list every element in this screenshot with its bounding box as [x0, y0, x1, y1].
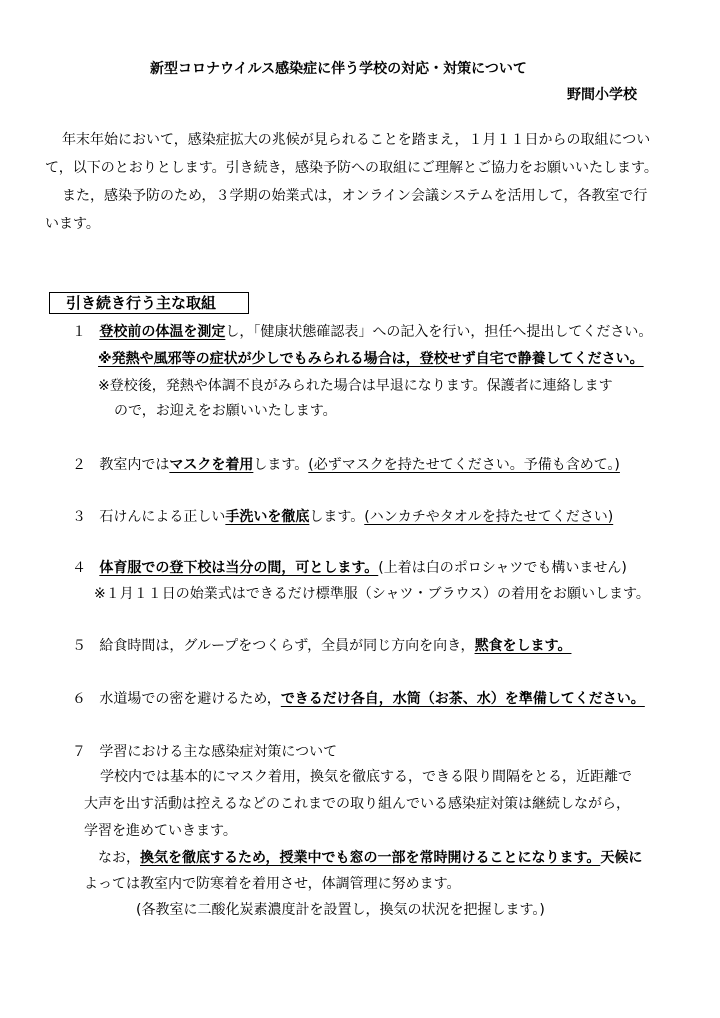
intro-line-4: います。 [45, 216, 100, 232]
item-6-emphasis: できるだけ各自，水筒（お茶、水）を準備してください。 [280, 691, 645, 707]
item-3-text-a: 石けんによる正しい [99, 509, 226, 525]
item-5-number: ５ [72, 638, 86, 654]
item-1-line-1 [72, 325, 652, 339]
item-7-line-6: (各教室に二酸化炭素濃度計を設置し，換気の状況を把握します。) [136, 902, 545, 918]
school-name: 野間小学校 [567, 87, 637, 103]
item-6 [72, 692, 645, 706]
item-6-number: ６ [72, 691, 86, 707]
item-2 [72, 458, 620, 472]
item-7-heading [72, 745, 337, 759]
item-6-text: 水道場での密を避けるため， [99, 691, 281, 707]
item-4-remark: ※１月１１日の始業式はできるだけ標準服（シャツ・ブラウス）の着用をお願いします。 [94, 586, 650, 602]
item-1-emphasis: 登校前の体温を測定 [99, 324, 226, 340]
item-7-emphasis: 換気を徹底するため，授業中でも窓の一部を常時開けることになります。 [140, 850, 601, 866]
item-5 [72, 639, 571, 653]
item-7-title: 学習における主な感染症対策について [99, 744, 338, 760]
item-4-emphasis: 体育服での登下校は当分の間，可とします。 [99, 560, 379, 576]
item-1-text: し，「健康状態確認表」への記入を行い，担任へ提出してください。 [225, 324, 653, 340]
item-7-text-g: 天候に [600, 850, 643, 866]
document-title: 新型コロナウイルス感染症に伴う学校の対応・対策について [150, 61, 527, 77]
item-7-line-1: 学校内では基本的にマスク着用，換気を徹底する，できる限り間隔をとる，近距離で [100, 769, 632, 785]
item-7-number: ７ [72, 744, 86, 760]
item-3-number: ３ [72, 509, 86, 525]
item-1-note-2: ので，お迎えをお願いいたします。 [114, 403, 337, 419]
intro-line-3: また，感染予防のため，３学期の始業式は，オンライン会議システムを活用して，各教室で行 [62, 188, 648, 204]
item-7-line-4 [98, 851, 642, 865]
item-3-note: (ハンカチやタオルを持たせてください) [364, 509, 614, 525]
intro-line-2: て，以下のとおりとします。引き続き，感染予防への取組にご理解とご協力をお願いいたします。 [45, 160, 658, 176]
item-1-warning: ※発熱や風邪等の症状が少しでもみられる場合は，登校せず自宅で静養してください。 [98, 351, 644, 367]
item-2-text-a: 教室内では [99, 457, 170, 473]
item-4-note: (上着は白のポロシャツでも構いません) [378, 560, 627, 576]
item-1-note-1: ※登校後，発熱や体調不良がみられた場合は早退になります。保護者に連絡します [98, 378, 613, 394]
item-2-note: (必ずマスクを持たせてください。予備も含めて。) [308, 457, 620, 473]
item-3-text-c: します。 [309, 509, 365, 525]
item-4-number: ４ [72, 560, 86, 576]
item-3-emphasis: 手洗いを徹底 [225, 509, 310, 525]
item-7-line-3: 学習を進めていきます。 [84, 823, 237, 839]
item-5-text: 給食時間は，グループをつくらず，全員が同じ方向を向き， [99, 638, 475, 654]
item-2-number: ２ [72, 457, 86, 473]
item-1-number: １ [72, 324, 86, 340]
item-3 [72, 510, 613, 524]
item-2-text-c: します。 [253, 457, 309, 473]
item-7-text-e: なお， [98, 850, 140, 866]
item-4 [72, 561, 627, 575]
item-7-line-5: よっては教室内で防寒着を着用させ，体調管理に努めます。 [84, 876, 461, 892]
section-title-box: 引き続き行う主な取組 [49, 292, 249, 314]
item-7-line-2: 大声を出す活動は控えるなどのこれまでの取り組んでいる感染症対策は継続しながら， [84, 796, 630, 812]
item-2-emphasis: マスクを着用 [169, 457, 254, 473]
intro-line-1: 年末年始において，感染症拡大の兆候が見られることを踏まえ，１月１１日からの取組につい [62, 132, 651, 148]
item-5-emphasis: 黙食をします。 [474, 638, 572, 654]
